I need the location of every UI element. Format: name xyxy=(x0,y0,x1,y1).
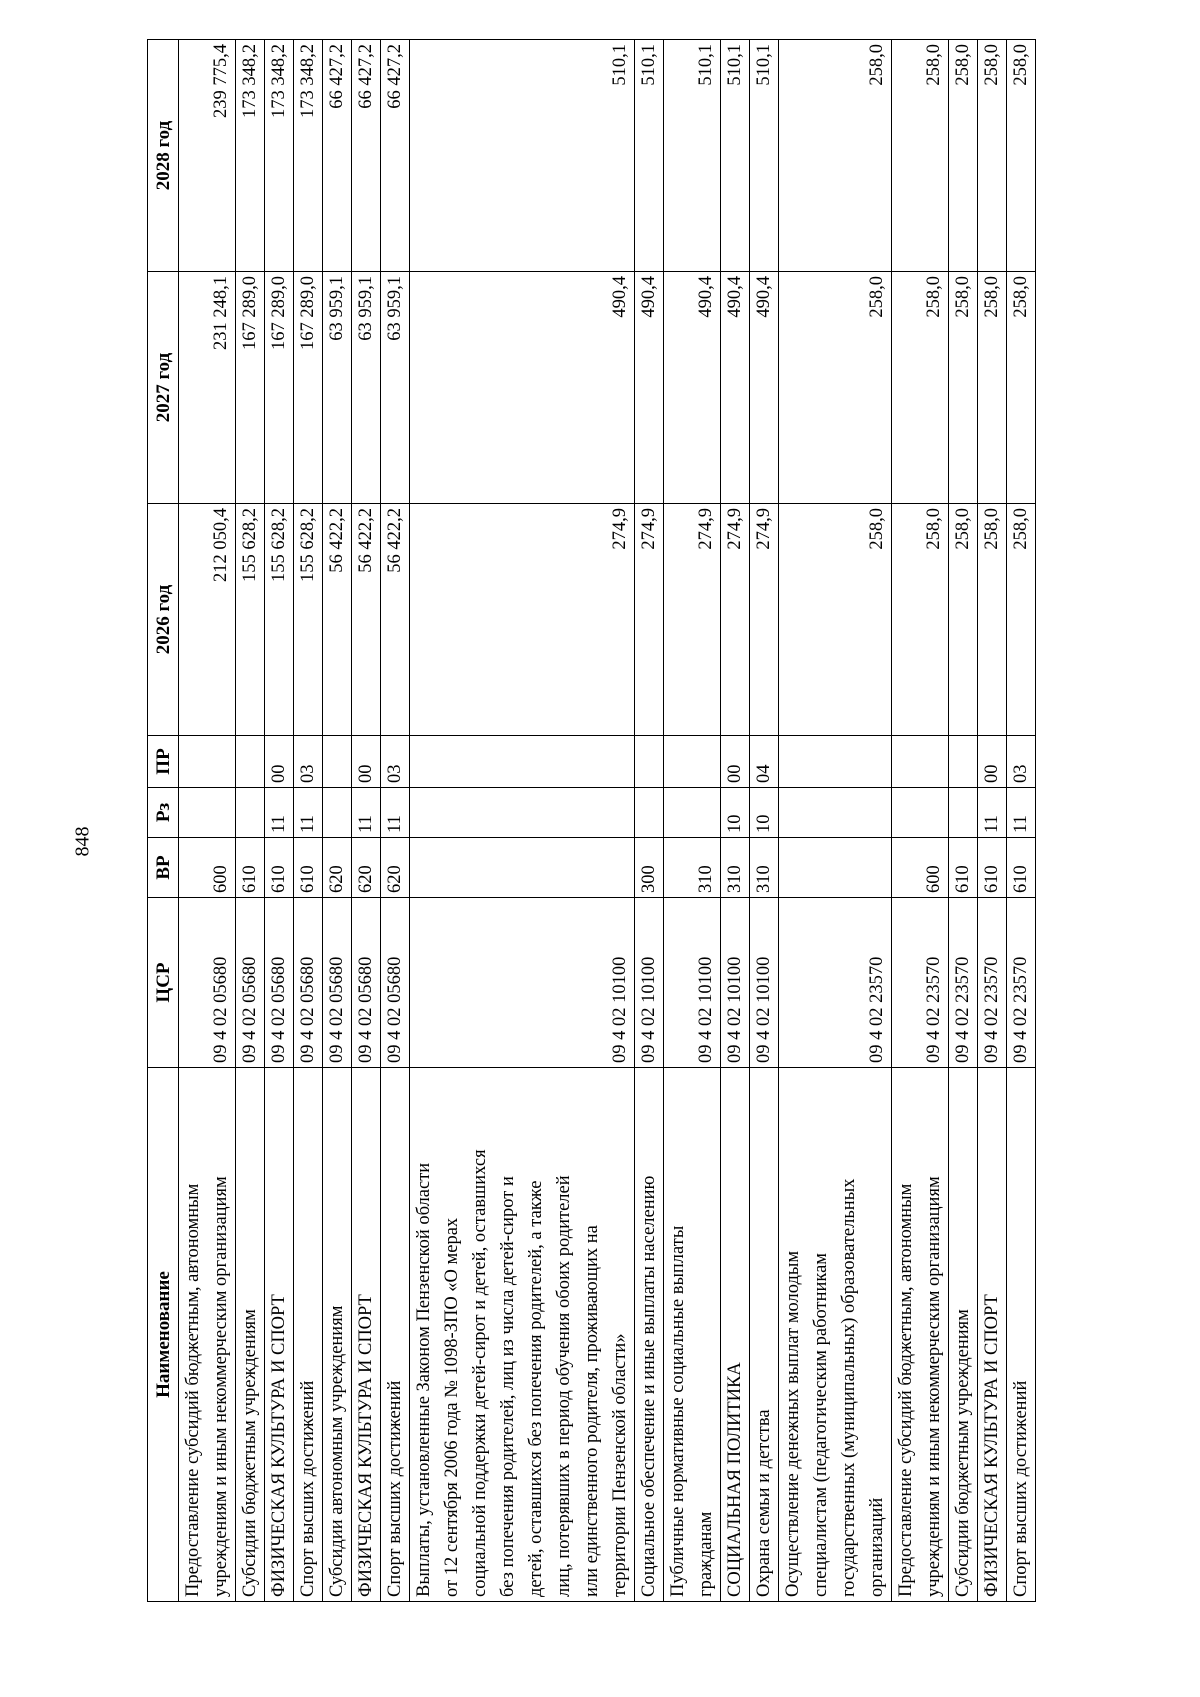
cell-y2027: 490,4 xyxy=(410,272,635,504)
row-name-line: Охрана семьи и детства xyxy=(754,1409,774,1597)
cell-csr: 09 4 02 10100 xyxy=(721,898,750,1068)
cell-pr: 03 xyxy=(294,736,323,788)
row-name-line: ФИЗИЧЕСКАЯ КУЛЬТУРА И СПОРТ xyxy=(356,1294,376,1597)
row-name-line: Предоставление субсидий бюджетным, автономным xyxy=(896,1183,916,1597)
cell-y2028: 510,1 xyxy=(721,40,750,272)
cell-y2027: 490,4 xyxy=(635,272,664,504)
row-name xyxy=(323,1068,352,1602)
cell-y2027: 167 289,0 xyxy=(294,272,323,504)
cell-csr: 09 4 02 23570 xyxy=(1007,898,1036,1068)
page-number: 848 xyxy=(71,826,94,857)
cell-y2026: 258,0 xyxy=(978,504,1007,736)
cell-y2026: 258,0 xyxy=(779,504,892,736)
table-row xyxy=(381,40,410,1602)
cell-csr: 09 4 02 10100 xyxy=(635,898,664,1068)
budget-table xyxy=(147,39,1036,1602)
row-name xyxy=(721,1068,750,1602)
row-name xyxy=(750,1068,779,1602)
cell-y2028: 258,0 xyxy=(978,40,1007,272)
cell-pr xyxy=(179,736,236,788)
cell-y2028: 510,1 xyxy=(410,40,635,272)
cell-vr xyxy=(410,838,635,898)
cell-y2026: 56 422,2 xyxy=(352,504,381,736)
cell-y2028: 258,0 xyxy=(892,40,949,272)
table-row xyxy=(635,40,664,1602)
row-name xyxy=(978,1068,1007,1602)
row-name xyxy=(179,1068,236,1602)
cell-csr: 09 4 02 23570 xyxy=(949,898,978,1068)
cell-y2026: 274,9 xyxy=(635,504,664,736)
cell-csr: 09 4 02 05680 xyxy=(294,898,323,1068)
row-name-line: организаций xyxy=(867,1497,887,1597)
table-row xyxy=(750,40,779,1602)
cell-pr: 00 xyxy=(352,736,381,788)
cell-y2027: 63 959,1 xyxy=(352,272,381,504)
row-name-line: социальной поддержки детей-сирот и детей, оставшихся xyxy=(470,1149,490,1597)
cell-y2027: 231 248,1 xyxy=(179,272,236,504)
cell-y2028: 510,1 xyxy=(664,40,721,272)
cell-pr xyxy=(410,736,635,788)
row-name-line: Выплаты, установленные Законом Пензенской области xyxy=(414,1162,434,1597)
table-body xyxy=(179,40,1036,1602)
cell-y2028: 258,0 xyxy=(779,40,892,272)
row-name xyxy=(294,1068,323,1602)
cell-csr: 09 4 02 23570 xyxy=(978,898,1007,1068)
cell-y2028: 258,0 xyxy=(1007,40,1036,272)
row-name xyxy=(381,1068,410,1602)
header-2026: 2026 год xyxy=(148,504,179,736)
cell-y2027: 167 289,0 xyxy=(236,272,265,504)
cell-rz: 10 xyxy=(750,788,779,838)
cell-vr: 610 xyxy=(978,838,1007,898)
cell-csr: 09 4 02 05680 xyxy=(265,898,294,1068)
cell-vr: 310 xyxy=(721,838,750,898)
cell-rz xyxy=(635,788,664,838)
cell-y2026: 258,0 xyxy=(949,504,978,736)
cell-vr: 620 xyxy=(323,838,352,898)
cell-y2028: 258,0 xyxy=(949,40,978,272)
cell-y2027: 167 289,0 xyxy=(265,272,294,504)
cell-rz xyxy=(236,788,265,838)
cell-vr: 600 xyxy=(892,838,949,898)
header-vr: ВР xyxy=(148,838,179,898)
cell-y2026: 155 628,2 xyxy=(265,504,294,736)
row-name-line: Предоставление субсидий бюджетным, автономным xyxy=(183,1183,203,1597)
cell-y2028: 66 427,2 xyxy=(381,40,410,272)
header-name: Наименование xyxy=(148,1068,179,1602)
row-name-line: ФИЗИЧЕСКАЯ КУЛЬТУРА И СПОРТ xyxy=(982,1294,1002,1597)
row-name-line: Субсидии автономным учреждениям xyxy=(327,1305,347,1597)
row-name-line: Осуществление денежных выплат молодым xyxy=(783,1250,803,1597)
row-name-line: гражданам xyxy=(696,1511,716,1597)
cell-csr: 09 4 02 10100 xyxy=(410,898,635,1068)
cell-rz: 11 xyxy=(352,788,381,838)
cell-rz xyxy=(892,788,949,838)
cell-vr: 610 xyxy=(949,838,978,898)
cell-y2027: 490,4 xyxy=(721,272,750,504)
cell-y2028: 66 427,2 xyxy=(323,40,352,272)
row-name-line: Спорт высших достижений xyxy=(298,1380,318,1597)
cell-rz: 11 xyxy=(294,788,323,838)
header-2028: 2028 год xyxy=(148,40,179,272)
header-pr: ПР xyxy=(148,736,179,788)
cell-y2026: 212 050,4 xyxy=(179,504,236,736)
header-rz: Рз xyxy=(148,788,179,838)
row-name-line: Субсидии бюджетным учреждениям xyxy=(240,1309,260,1597)
cell-y2026: 274,9 xyxy=(664,504,721,736)
cell-y2027: 63 959,1 xyxy=(323,272,352,504)
row-name-line: ФИЗИЧЕСКАЯ КУЛЬТУРА И СПОРТ xyxy=(269,1294,289,1597)
cell-y2028: 173 348,2 xyxy=(294,40,323,272)
cell-pr: 03 xyxy=(381,736,410,788)
table-row xyxy=(892,40,949,1602)
cell-vr: 600 xyxy=(179,838,236,898)
row-name-line: Социальное обеспечение и иные выплаты населению xyxy=(639,1175,659,1597)
cell-vr: 610 xyxy=(236,838,265,898)
cell-y2028: 173 348,2 xyxy=(236,40,265,272)
table-row xyxy=(294,40,323,1602)
cell-pr: 00 xyxy=(265,736,294,788)
row-name xyxy=(664,1068,721,1602)
cell-y2026: 274,9 xyxy=(410,504,635,736)
cell-y2028: 173 348,2 xyxy=(265,40,294,272)
row-name xyxy=(635,1068,664,1602)
row-name-line: учреждениям и иным некоммерческим организациям xyxy=(924,1176,944,1597)
cell-rz xyxy=(949,788,978,838)
cell-rz xyxy=(323,788,352,838)
cell-y2027: 258,0 xyxy=(892,272,949,504)
cell-y2026: 274,9 xyxy=(721,504,750,736)
cell-y2027: 258,0 xyxy=(779,272,892,504)
row-name-line: специалистам (педагогическим работникам xyxy=(811,1252,831,1597)
row-name-line: или единственного родителя, проживающих на xyxy=(582,1225,602,1597)
cell-y2026: 56 422,2 xyxy=(323,504,352,736)
row-name-line: от 12 сентября 2006 года № 1098-ЗПО «О мерах xyxy=(442,1217,462,1597)
row-name-line: Спорт высших достижений xyxy=(1011,1380,1031,1597)
cell-vr: 620 xyxy=(352,838,381,898)
table-row xyxy=(265,40,294,1602)
row-name xyxy=(779,1068,892,1602)
cell-csr: 09 4 02 10100 xyxy=(750,898,779,1068)
table-row xyxy=(179,40,236,1602)
cell-csr: 09 4 02 05680 xyxy=(381,898,410,1068)
cell-pr xyxy=(664,736,721,788)
cell-y2028: 510,1 xyxy=(750,40,779,272)
cell-pr: 04 xyxy=(750,736,779,788)
cell-y2026: 155 628,2 xyxy=(294,504,323,736)
row-name xyxy=(1007,1068,1036,1602)
cell-y2026: 258,0 xyxy=(1007,504,1036,736)
cell-y2028: 66 427,2 xyxy=(352,40,381,272)
table-row xyxy=(978,40,1007,1602)
cell-vr xyxy=(779,838,892,898)
cell-pr xyxy=(949,736,978,788)
cell-y2028: 239 775,4 xyxy=(179,40,236,272)
table-row xyxy=(410,40,635,1602)
cell-pr: 00 xyxy=(978,736,1007,788)
cell-vr: 620 xyxy=(381,838,410,898)
cell-y2027: 490,4 xyxy=(750,272,779,504)
cell-y2026: 155 628,2 xyxy=(236,504,265,736)
cell-csr: 09 4 02 05680 xyxy=(179,898,236,1068)
cell-csr: 09 4 02 23570 xyxy=(779,898,892,1068)
cell-pr: 00 xyxy=(721,736,750,788)
cell-y2026: 258,0 xyxy=(892,504,949,736)
cell-vr: 310 xyxy=(664,838,721,898)
cell-pr xyxy=(892,736,949,788)
header-2027: 2027 год xyxy=(148,272,179,504)
row-name-line: СОЦИАЛЬНАЯ ПОЛИТИКА xyxy=(725,1362,745,1597)
table-row xyxy=(352,40,381,1602)
row-name xyxy=(410,1068,635,1602)
row-name-line: учреждениям и иным некоммерческим организациям xyxy=(211,1176,231,1597)
table-row xyxy=(721,40,750,1602)
cell-pr xyxy=(323,736,352,788)
row-name xyxy=(892,1068,949,1602)
cell-csr: 09 4 02 05680 xyxy=(236,898,265,1068)
row-name-line: без попечения родителей, лиц из числа детей-сирот и xyxy=(498,1176,518,1597)
header-csr: ЦСР xyxy=(148,898,179,1068)
row-name-line: Спорт высших достижений xyxy=(385,1380,405,1597)
row-name-line: Публичные нормативные социальные выплаты xyxy=(668,1225,688,1597)
rotated-table-container xyxy=(147,40,1047,1602)
table-row xyxy=(1007,40,1036,1602)
cell-y2026: 274,9 xyxy=(750,504,779,736)
cell-vr: 300 xyxy=(635,838,664,898)
cell-vr: 310 xyxy=(750,838,779,898)
cell-vr: 610 xyxy=(294,838,323,898)
cell-pr: 03 xyxy=(1007,736,1036,788)
row-name-line: Субсидии бюджетным учреждениям xyxy=(953,1309,973,1597)
row-name-line: территории Пензенской области» xyxy=(610,1333,630,1597)
cell-csr: 09 4 02 10100 xyxy=(664,898,721,1068)
cell-rz: 11 xyxy=(1007,788,1036,838)
cell-y2027: 490,4 xyxy=(664,272,721,504)
row-name xyxy=(265,1068,294,1602)
row-name xyxy=(236,1068,265,1602)
cell-pr xyxy=(635,736,664,788)
cell-rz: 11 xyxy=(265,788,294,838)
cell-y2027: 63 959,1 xyxy=(381,272,410,504)
table-row xyxy=(949,40,978,1602)
cell-rz xyxy=(664,788,721,838)
row-name xyxy=(949,1068,978,1602)
cell-y2028: 510,1 xyxy=(635,40,664,272)
cell-csr: 09 4 02 05680 xyxy=(352,898,381,1068)
cell-rz xyxy=(410,788,635,838)
cell-y2027: 258,0 xyxy=(949,272,978,504)
table-row xyxy=(236,40,265,1602)
cell-y2026: 56 422,2 xyxy=(381,504,410,736)
cell-rz xyxy=(179,788,236,838)
cell-y2027: 258,0 xyxy=(978,272,1007,504)
header-row xyxy=(148,40,179,1602)
row-name-line: детей, оставшихся без попечения родителей, а также xyxy=(526,1180,546,1597)
cell-y2027: 258,0 xyxy=(1007,272,1036,504)
cell-vr: 610 xyxy=(1007,838,1036,898)
table-row xyxy=(779,40,892,1602)
cell-rz: 11 xyxy=(381,788,410,838)
cell-rz xyxy=(779,788,892,838)
cell-csr: 09 4 02 05680 xyxy=(323,898,352,1068)
row-name xyxy=(352,1068,381,1602)
cell-pr xyxy=(779,736,892,788)
cell-csr: 09 4 02 23570 xyxy=(892,898,949,1068)
cell-rz: 10 xyxy=(721,788,750,838)
row-name-line: лиц, потерявших в период обучения обоих родителей xyxy=(554,1175,574,1597)
table-row xyxy=(664,40,721,1602)
cell-rz: 11 xyxy=(978,788,1007,838)
cell-pr xyxy=(236,736,265,788)
row-name-line: государственных (муниципальных) образовательных xyxy=(839,1178,859,1597)
table-row xyxy=(323,40,352,1602)
cell-vr: 610 xyxy=(265,838,294,898)
